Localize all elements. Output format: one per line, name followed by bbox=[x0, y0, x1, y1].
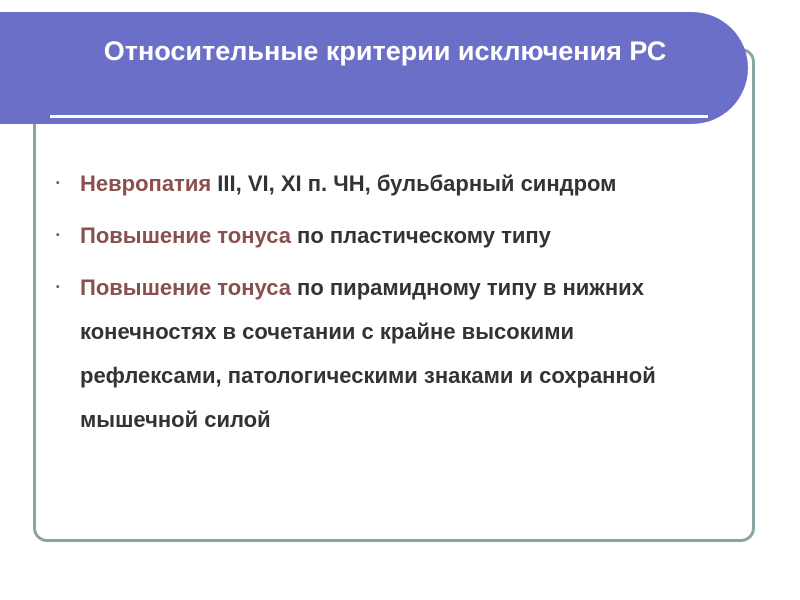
bullet-marker: • bbox=[56, 178, 60, 189]
bullet-item bbox=[52, 214, 672, 258]
bullet-marker: • bbox=[56, 282, 60, 293]
title-underline bbox=[50, 115, 708, 118]
bullet-body-text: по пластическому типу bbox=[290, 223, 551, 248]
bullet-body-text: по пирамидному типу в нижних конечностях в сочетании с крайне высокими рефлексами, патологическими знаками и сохранной мышечной силой bbox=[80, 275, 656, 432]
bullet-accent-text: Повышение тонуса bbox=[80, 223, 291, 248]
bullet-list bbox=[52, 162, 672, 450]
bullet-item bbox=[52, 266, 672, 442]
slide-title: Относительные критерии исключения РС bbox=[103, 36, 667, 66]
bullet-body-text: III, VI, XI п. ЧН, бульбарный синдром bbox=[211, 171, 617, 196]
bullet-accent-text: Повышение тонуса bbox=[80, 275, 291, 300]
bullet-accent-text: Невропатия bbox=[80, 171, 212, 196]
bullet-item bbox=[52, 162, 672, 206]
title-banner bbox=[0, 12, 748, 124]
bullet-marker: • bbox=[56, 230, 60, 241]
